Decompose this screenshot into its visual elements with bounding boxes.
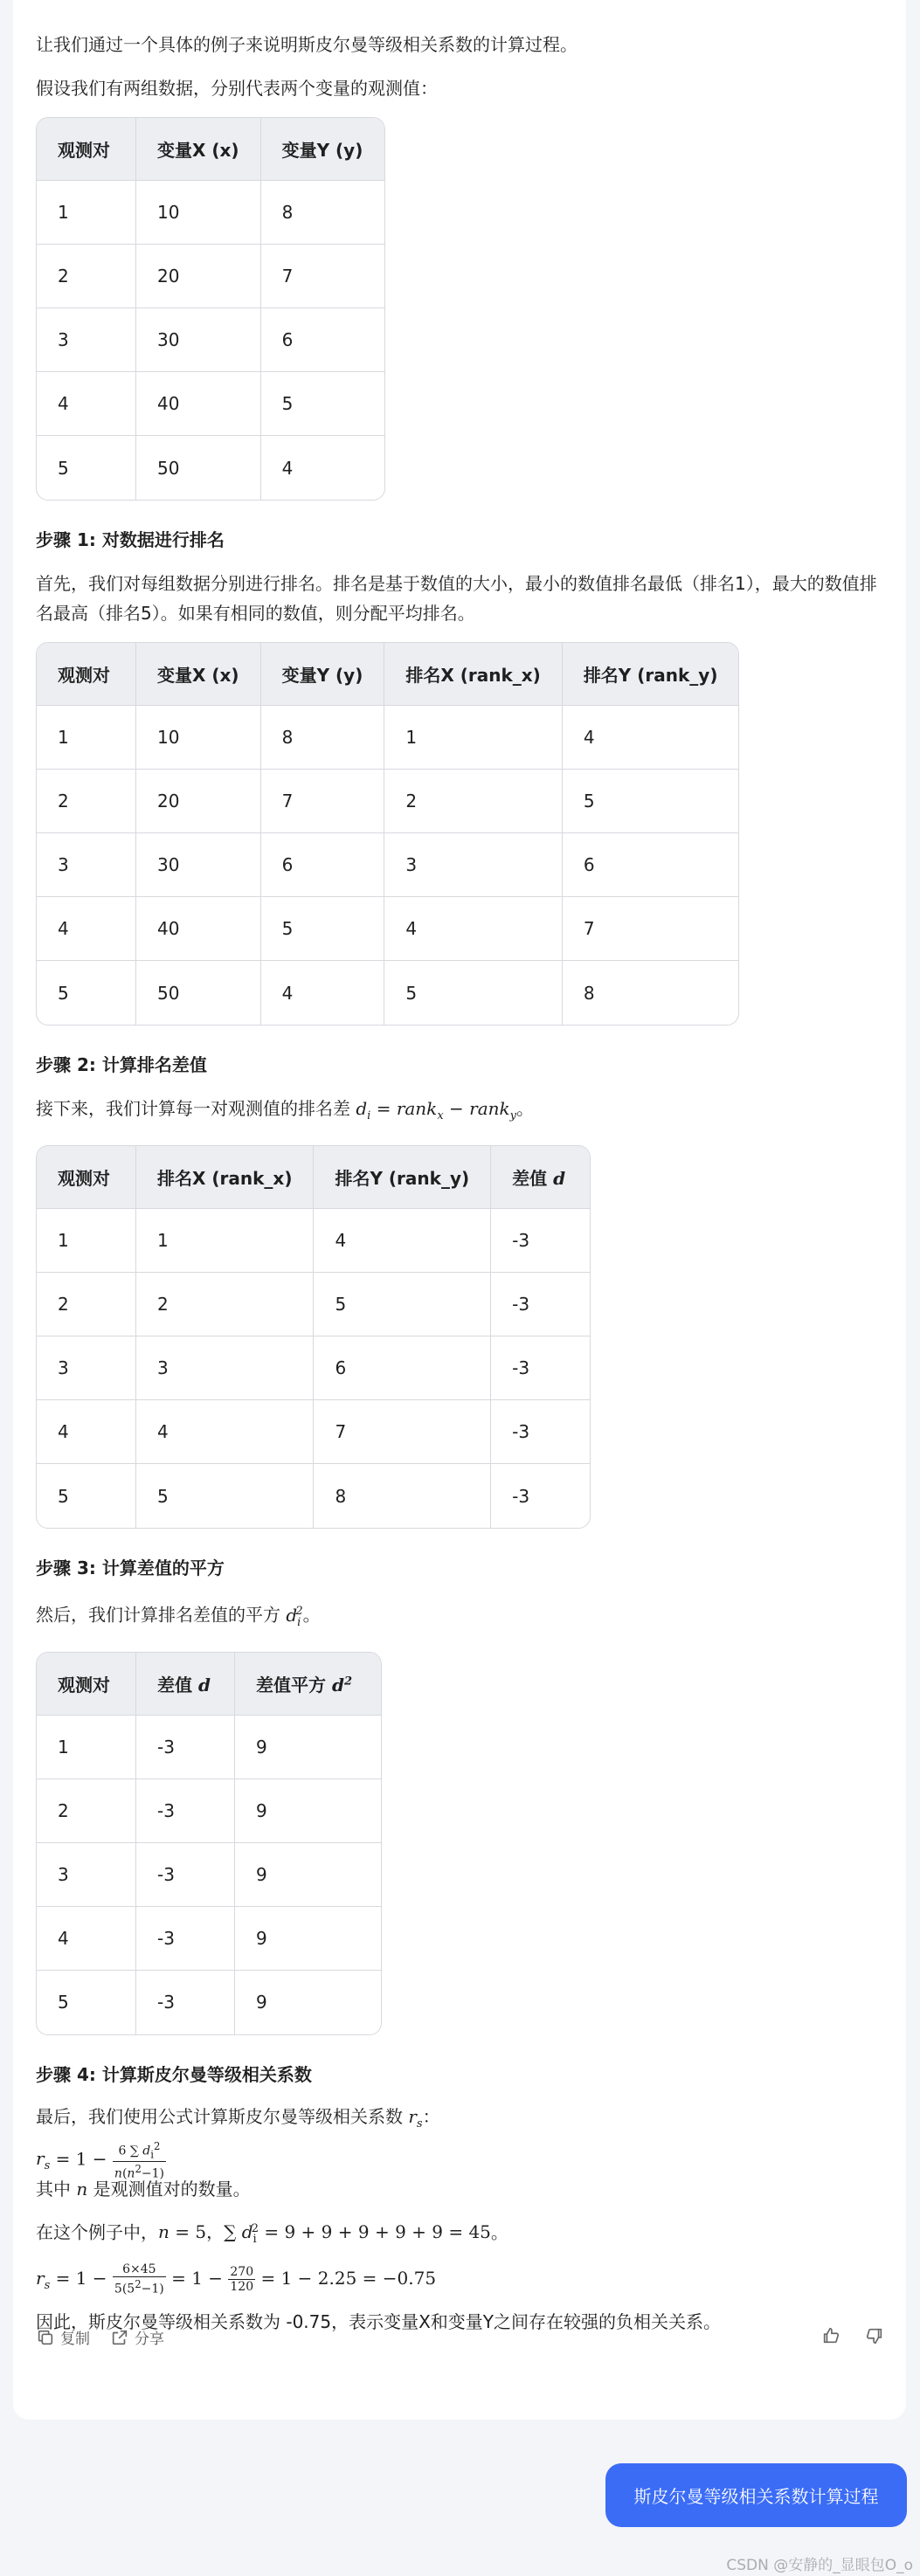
table-cell: 30: [136, 308, 261, 372]
assistant-message-card: [13, 0, 906, 2420]
data-table-2: [36, 642, 739, 1026]
message-action-bar: [36, 2326, 884, 2356]
table-cell: 3: [37, 1336, 136, 1400]
table-header-cell: 变量X (x): [136, 118, 261, 181]
table-cell: 3: [37, 1843, 136, 1907]
formula-fraction: $\frac{6 \sum d_i^2}{n(n^2-1)}$: [114, 2139, 164, 2181]
table-cell: 9: [235, 1716, 381, 1779]
table-cell: 9: [235, 1907, 381, 1971]
step-4-text-2-suffix: 是观测值对的数量。: [87, 2178, 251, 2200]
table-cell: -3: [491, 1336, 590, 1400]
step-3-text-prefix: 然后，我们计算排名差值的平方: [36, 1604, 287, 1626]
step-2-title: 步骤 2: 计算排名差值: [36, 1054, 207, 1075]
table-cell: 1: [136, 1209, 314, 1273]
table-cell: 4: [563, 706, 739, 770]
table-cell: 2: [136, 1273, 314, 1336]
like-button[interactable]: [821, 2326, 840, 2345]
table-cell: 50: [136, 961, 261, 1025]
table-row: [37, 308, 384, 372]
table-header-cell: 变量Y (y): [261, 118, 384, 181]
table-row: [37, 897, 738, 961]
table-row: [37, 833, 738, 897]
step-4-text-1: 最后，我们使用公式计算斯皮尔曼等级相关系数 $r_s$：: [36, 2105, 440, 2131]
table-cell: -3: [491, 1400, 590, 1464]
table-cell: 4: [281, 457, 294, 479]
table-row: [37, 1843, 381, 1907]
table-header-cell: 排名Y (rank_y): [314, 1146, 491, 1209]
header-text: 差值平方: [256, 1674, 332, 1695]
copy-label: 复制: [60, 2331, 90, 2348]
table-row: [37, 1716, 381, 1779]
table-cell: 6: [261, 308, 384, 372]
table-cell: 7: [261, 770, 385, 833]
table-cell: 40: [136, 897, 261, 961]
table-cell: 2: [37, 245, 136, 308]
table-header-cell: [235, 1653, 381, 1716]
table-header-cell: 排名Y (rank_y): [563, 643, 739, 706]
table-cell: 7: [563, 897, 739, 961]
csdn-watermark: CSDN @安静的_显眼包O_o: [726, 2557, 913, 2574]
table-cell: 10: [136, 706, 261, 770]
result-formula: $r_s = 1$ − $\frac{6\times 45}{5(5^2-1)}$ = 1 − $\frac{270}{120}$ = 1 − 2.25 = −0.75: [36, 2262, 437, 2297]
table-cell: 3: [136, 1336, 314, 1400]
header-text: 差值: [512, 1168, 554, 1189]
table-row: [37, 436, 384, 500]
table-cell: -3: [512, 1485, 530, 1507]
table-cell: 20: [136, 770, 261, 833]
table-row: [37, 1779, 381, 1843]
table-cell: 2: [37, 770, 136, 833]
table-cell: 1: [37, 706, 136, 770]
intro-line-1: 让我们通过一个具体的例子来说明斯皮尔曼等级相关系数的计算过程。: [36, 34, 578, 55]
share-label: 分享: [135, 2331, 164, 2348]
table-cell: -3: [491, 1273, 590, 1336]
table-cell: 4: [261, 961, 385, 1025]
intro-line-2: 假设我们有两组数据，分别代表两个变量的观测值：: [36, 78, 438, 99]
table-cell: 1: [37, 1716, 136, 1779]
data-table-4: [36, 1652, 382, 2035]
table-cell: 5: [37, 1971, 136, 2034]
table-cell: 5: [261, 897, 385, 961]
table-cell: 6: [563, 833, 739, 897]
table-cell: 6: [314, 1336, 491, 1400]
table-cell: 4: [37, 1907, 136, 1971]
table-cell: 1: [384, 706, 562, 770]
table-row: [37, 770, 738, 833]
table-cell: -3: [136, 1716, 235, 1779]
table-cell: 1: [37, 181, 136, 245]
table-cell: 1: [37, 1209, 136, 1273]
table-cell: 4: [136, 1400, 314, 1464]
step-4-text-3: 在这个例子中，n = 5，∑ $d_i^2 = 9 + 9 + 9 + 9 + 9 = 45$。: [36, 2221, 508, 2247]
step-2-text-prefix: 接下来，我们计算每一对观测值的排名差: [36, 1098, 356, 1119]
table-cell: 40: [136, 372, 261, 436]
math-symbol-rs: $r_s$: [408, 2105, 423, 2131]
step-3-text: 然后，我们计算排名差值的平方 $d_i^2$。: [36, 1604, 321, 1629]
math-symbol-d: d: [553, 1168, 566, 1189]
table-cell: 20: [136, 245, 261, 308]
share-icon: [110, 2328, 129, 2347]
step-4-text-1-content: 最后，我们使用公式计算斯皮尔曼等级相关系数: [36, 2105, 409, 2127]
table-header-row: [37, 118, 384, 181]
math-formula: $d_i^2$: [286, 1604, 303, 1629]
spearman-formula: $r_s = 1$ − $\frac{6 \sum d_i^2}{n(n^2-1)}$: [36, 2139, 164, 2181]
table-cell: 8: [314, 1464, 491, 1528]
table-row: [37, 1273, 590, 1336]
table-row: [37, 1464, 590, 1528]
table-header-cell: 排名X (rank_x): [384, 643, 562, 706]
step-4-text-3-prefix: 在这个例子中，: [36, 2221, 158, 2243]
step-1-text: 首先，我们对每组数据分别进行排名。排名是基于数值的大小，最小的数值排名最低（排名1），最大的数值排名最高（排名5）。如果有相同的数值，则分配平均排名。: [36, 573, 877, 624]
table-header-cell: [136, 1653, 235, 1716]
table-cell: 4: [314, 1209, 491, 1273]
table-header-cell: 排名X (rank_x): [136, 1146, 314, 1209]
table-row: [37, 1209, 590, 1273]
table-cell: 50: [136, 436, 261, 500]
table-cell: 3: [37, 308, 136, 372]
table-header-cell: 观测对: [37, 1653, 136, 1716]
table-cell: 9: [235, 1779, 381, 1843]
step-1-title: 步骤 1: 对数据进行排名: [36, 529, 225, 550]
data-table-3: [36, 1145, 591, 1529]
table-cell: 7: [261, 245, 384, 308]
table-cell: -3: [136, 1779, 235, 1843]
table-header-cell: 变量X (x): [136, 643, 261, 706]
table-row: [37, 181, 384, 245]
conclusion-text: 因此，斯皮尔曼等级相关系数为 -0.75，表示变量X和变量Y之间存在较强的负相关关系。: [36, 2311, 722, 2333]
table-header-cell: 变量Y (y): [261, 643, 385, 706]
data-table-1: [36, 117, 385, 501]
header-text: 差值: [157, 1674, 198, 1695]
table-cell: 6: [261, 833, 385, 897]
table-cell: 3: [37, 833, 136, 897]
table-cell: 9: [235, 1843, 381, 1907]
table-row: [37, 1336, 590, 1400]
table-cell: -3: [136, 1971, 235, 2034]
table-header-row: [37, 643, 738, 706]
table-row: [37, 1907, 381, 1971]
step-3-title: 步骤 3: 计算差值的平方: [36, 1557, 225, 1578]
table-row: [37, 245, 384, 308]
table-cell: 4: [37, 372, 136, 436]
math-computation: n = 5，∑ $d_i^2 = 9 + 9 + 9 + 9 + 9 = 45$: [158, 2221, 491, 2247]
share-button[interactable]: [110, 2326, 164, 2348]
table-cell: 4: [384, 897, 562, 961]
dislike-button[interactable]: [865, 2326, 884, 2345]
table-header-cell: 观测对: [37, 118, 136, 181]
table-cell: 8: [583, 982, 595, 1004]
table-cell: 5: [261, 372, 384, 436]
table-cell: 8: [261, 181, 384, 245]
table-cell: 9: [256, 1992, 267, 2013]
table-cell: 10: [136, 181, 261, 245]
table-header-row: [37, 1146, 590, 1209]
step-2-text: 接下来，我们计算每一对观测值的排名差 $d_i$ = rank$_x$ − rank$_y$。: [36, 1098, 534, 1122]
table-cell: 5: [37, 1464, 136, 1528]
user-message-bubble: 斯皮尔曼等级相关系数计算过程: [605, 2463, 907, 2527]
thumbs-up-icon: [821, 2326, 840, 2345]
table-cell: 3: [384, 833, 562, 897]
table-cell: 5: [384, 961, 562, 1025]
table-header-cell: 观测对: [37, 1146, 136, 1209]
table-cell: 4: [37, 897, 136, 961]
table-cell: 5: [136, 1464, 314, 1528]
table-cell: 7: [314, 1400, 491, 1464]
table-cell: 8: [261, 706, 385, 770]
table-cell: 30: [136, 833, 261, 897]
math-formula: $d_i$ = rank$_x$ − rank$_y$: [356, 1098, 516, 1122]
step-4-text-2: 其中 n 是观测值对的数量。: [36, 2178, 251, 2200]
table-header-cell: [491, 1146, 590, 1209]
copy-icon: [36, 2328, 55, 2347]
table-header-cell: 观测对: [37, 643, 136, 706]
table-row: [37, 1971, 381, 2034]
table-cell: 5: [37, 961, 136, 1025]
table-cell: 5: [37, 436, 136, 500]
table-header-row: [37, 1653, 381, 1716]
math-symbol-d: d: [197, 1674, 211, 1695]
table-row: [37, 1400, 590, 1464]
table-cell: 2: [37, 1779, 136, 1843]
table-row: [37, 372, 384, 436]
table-cell: -3: [491, 1209, 590, 1273]
table-row: [37, 706, 738, 770]
step-4-title: 步骤 4: 计算斯皮尔曼等级相关系数: [36, 2063, 312, 2085]
math-symbol-d-squared: $d^2$: [331, 1674, 352, 1695]
table-cell: 2: [384, 770, 562, 833]
table-cell: 2: [37, 1273, 136, 1336]
table-row: [37, 961, 738, 1025]
step-4-text-2-prefix: 其中: [36, 2178, 77, 2200]
table-cell: -3: [136, 1843, 235, 1907]
copy-button[interactable]: [36, 2326, 90, 2348]
thumbs-down-icon: [865, 2326, 884, 2345]
table-cell: 5: [314, 1273, 491, 1336]
table-cell: 5: [563, 770, 739, 833]
table-cell: 4: [37, 1400, 136, 1464]
table-cell: -3: [136, 1907, 235, 1971]
